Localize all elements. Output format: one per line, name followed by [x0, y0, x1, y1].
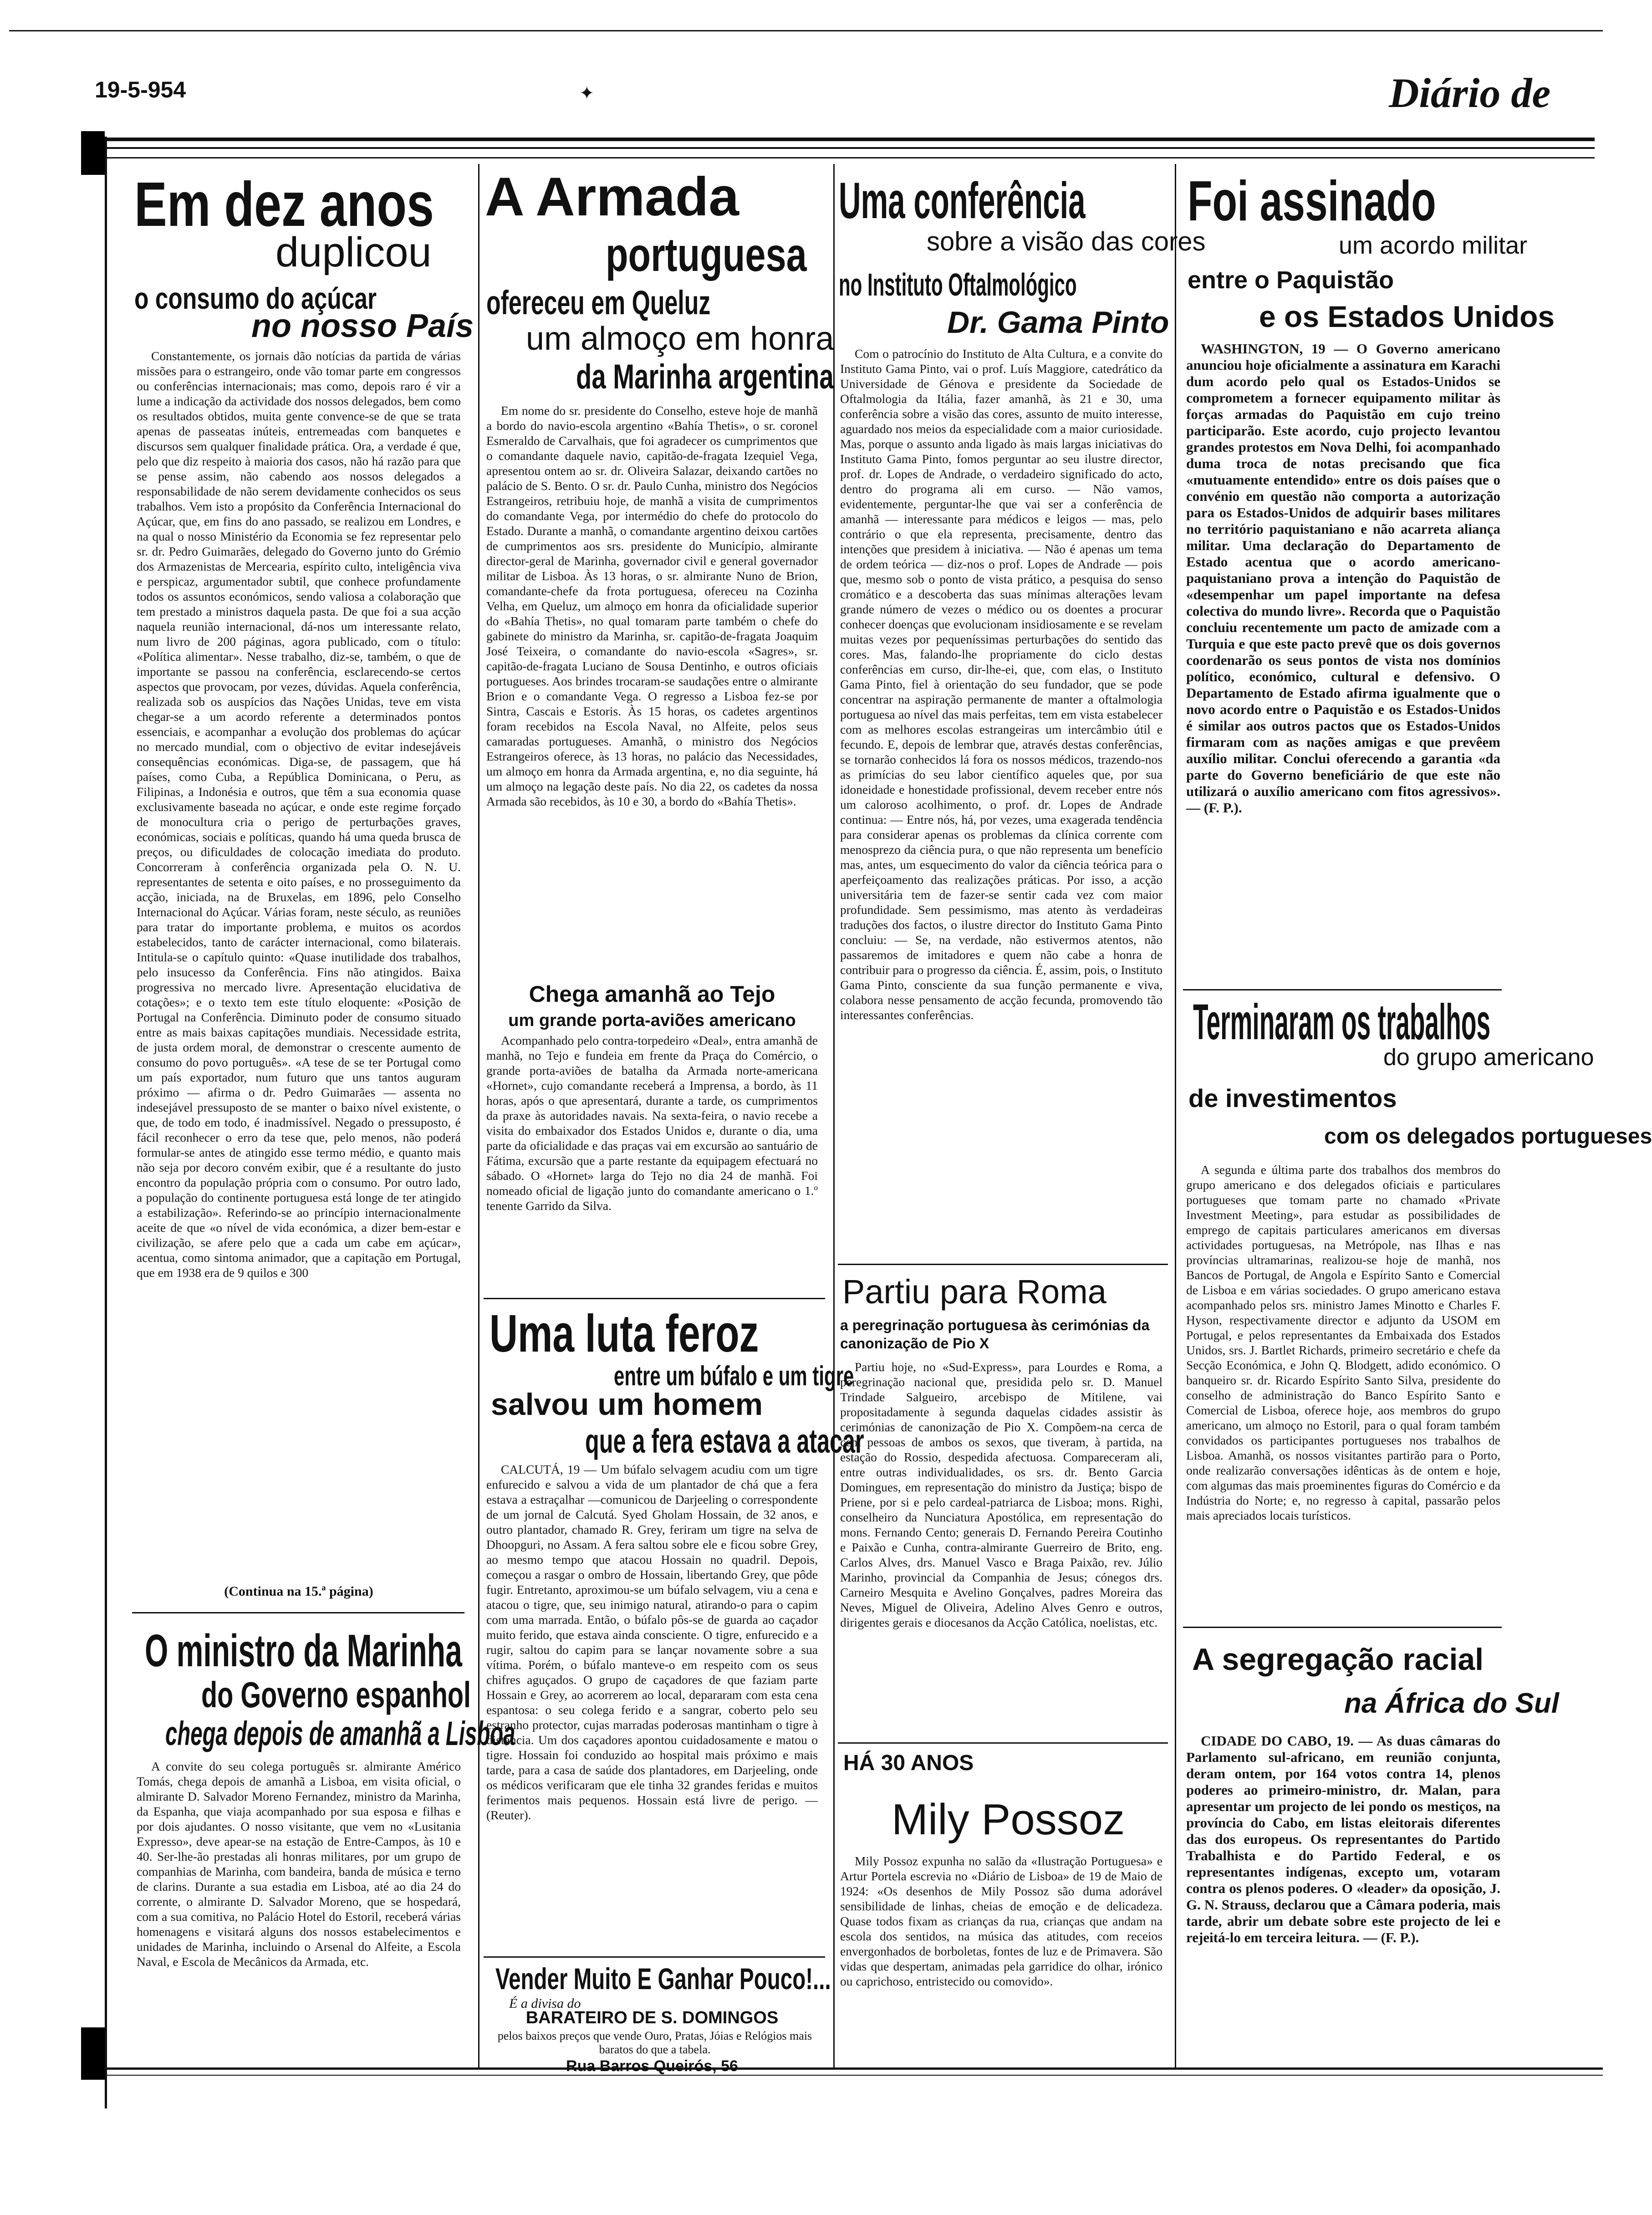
art5-headline-2: sobre a visão das cores: [927, 227, 1206, 256]
margin-mark-bottom: [81, 2027, 105, 2080]
art5-body: [840, 346, 1163, 1260]
art2-headline-3: chega depois de amanhã a Lisboa: [165, 1715, 515, 1752]
art4-headline-2: entre um búfalo e um tigre: [614, 1361, 854, 1391]
art3-body: [486, 403, 818, 967]
art7-body: [840, 1853, 1163, 2063]
art6-headline-2: a peregrinação portuguesa às cerimónias da canonização de Pio X: [840, 1317, 1150, 1352]
masthead-paper-name: Diário de: [1389, 70, 1551, 116]
art1-continued: (Continua na 15.ª página): [224, 1584, 373, 1599]
art8-headline-4: e os Estados Unidos: [1259, 300, 1555, 333]
column-rule-2: [833, 164, 835, 2067]
col3-divider-2: [838, 1742, 1168, 1744]
art3-headline-2: portuguesa: [606, 229, 807, 281]
art9-text: A segunda e última parte dos trabalhos dos membros do grupo americano e dos delegados oficiais e particulares portugueses que tomam parte no chamado «Private Investment Meeting», para estudar as possibilidades de emprego de capitais particulares americanos em diversas actividades portuguesas, na Metrópole, nas Ilhas e nas províncias ultramarinas, realizou-se hoje de manhã, nos Bancos de Portugal, de Angola e Espírito Santo e Comercial de Lisboa e em várias sociedades. O grupo americano estava acompanhado pelos srs. ministro James Minotto e Charles F. Hyson, respectivamente director e adjunto da USOM em Portugal, e pelos representantes da Embaixada dos Estados Unidos, srs. J. Bartlet Richards, primeiro secretário e chefe da Secção Económica, e John Q. Blodgett, adido económico. O banqueiro sr. dr. Ricardo Espírito Santo Silva, presidente do conselho de administração do Banco Espírito Santo e Comercial de Lisboa, oferece hoje, aos membros do grupo americano, um almoço no Estoril, para o qual foram também convidados os participantes portugueses nos trabalhos de Lisboa. Amanhã, os nossos visitantes partirão para o Porto, onde realizarão conversações idênticas às de ontem e hoje, com algumas das mais proeminentes figuras do Comércio e da Indústria do Norte; e, no regresso à capital, passarão pelos mais apreciados locais turísticos.: [1186, 1163, 1500, 1522]
art8-headline-2: um acordo militar: [1339, 232, 1528, 259]
col1-divider: [132, 1612, 464, 1613]
art3-headline-3: ofereceu em Queluz: [486, 284, 711, 322]
art6-body: [840, 1359, 1163, 1738]
art4-body: [486, 1462, 818, 1954]
ad-headline: Vender Muito E Ganhar Pouco!...: [495, 1962, 831, 1996]
art2-text: A convite do seu colega português sr. almirante Américo Tomás, chega depois de amanhã a Lisboa, em visita oficial, o almirante D. Salvador Moreno Fernandez, ministro da Marinha, da Espanha, que viaja acompanhado por sua esposa e filhas e por dois ajudantes. O nosso visitante, que vem no «Lusitania Expresso», deve apear-se na estação de Entre-Campos, às 10 e 40. Ser-lhe-ão prestadas ali honras militares, por um grupo de companhias de Marinha, com bandeira, banda de música e terno de clarins. Durante a sua estadia em Lisboa, até ao dia 24 do corrente, o almirante D. Salvador Moreno, que se hospedará, com a sua comitiva, no Palácio Hotel do Estoril, receberá várias homenagens e visitará alguns dos nossos estabelecimentos e unidades de Marinha, incluindo o Arsenal do Alfeite, a Escola Naval, e Escola de Mecânicos da Armada, etc.: [137, 1759, 461, 1969]
top-edge-rule: [9, 30, 1603, 31]
art9-body: [1186, 1162, 1500, 1618]
masthead-rule-bottom: [87, 147, 1595, 149]
margin-mark-top: [81, 131, 105, 175]
art9-headline-1: Terminaram os trabalhos: [1193, 994, 1491, 1050]
art4-headline-3: salvou um homem: [491, 1387, 763, 1422]
art4-text: CALCUTÁ, 19 — Um búfalo selvagem acudiu com um tigre enfurecido e salvou a vida de um plantador de chá que a fera estava a estraçalhar —comunicou de Darjeeling o correspondente de um jornal de Calcutá. Syed Gholam Hossain, de 32 anos, e outro plantador, chamado R. Grey, feriram um tigre na selva de Dhoopguri, no Assam. A fera saltou sobre ele e ficou sobre Grey, ao mesmo tempo que atacou Hossain no quadril. Depois, começou a rasgar o ombro de Hossain, libertando Grey, que pôde fugir. Entretanto, aproximou-se um búfalo selvagem, viu a cena e atacou o tigre, que, seu inimigo natural, atirando-o para o capim com uma marrada. Então, o búfalo pôs-se de guarda ao caçador muito ferido, que estava ainda consciente. O tigre, enfurecido e a rugir, saltou do capim para se lançar novamente sobre a sua vítima. Porém, o búfalo manteve-o em respeito com os seus chifres aguçados. O grupo de caçadores de que faziam parte Hossain e Grey, ao acorrerem ao local, depararam com esta cena espantosa: o seu colega ferido e a sangrar, coberto pelo seu estranho protector, cujas marradas poderosas mantinham o tigre à distância. Um dos caçadores apontou cuidadosamente e matou o tigre. Hossain foi conduzido ao hospital mais próximo e mais tarde, para a casa de saúde dos plantadores, em Darjeeling, onde os médicos verificaram que ele tinha 32 grandes feridas e muitos ferimentos mais pequenos. Hossain está livre de perigo. — (Reuter).: [486, 1462, 818, 1822]
bottom-rule: [105, 2067, 1603, 2070]
art2-body: [137, 1759, 461, 2059]
column-rule-3: [1175, 164, 1176, 2067]
art5-text: Com o patrocínio do Instituto de Alta Cultura, e a convite do Instituto Gama Pinto, vai o prof. Luís Maggiore, catedrático da Universidade de Génova e presidente da Sociedade de Oftalmologia da Itália, fazer amanhã, às 21 e 30, uma conferência sobre a visão das cores, assunto de muito interesse, aguardado nos meios da especialidade com a maior curiosidade. Mas, porque o assunto anda ligado às mais largas iniciativas do Instituto Gama Pinto, fomos perguntar ao seu ilustre director, prof. dr. Lopes de Andrade, o verdadeiro significado do acto, dentro do programa ali em curso. — Não vamos, evidentemente, perguntar-lhe que vai ser a conferência de amanhã — interessante para médicos e leigos — mas, pelo contrário o que ela representa, precisamente, dentro das intenções que presidem à iniciativa. — Não é apenas um tema de ordem teórica — diz-nos o prof. Lopes de Andrade — pois que, mesmo sob o ponto de vista prático, a pesquisa do senso cromático e a descoberta das suas mínimas alterações levam grande número de vezes o médico ou os doentes a procurar conhecer doenças que evolucionam insidiosamente e se revelam muitas vezes por pequeníssimas perturbações do sentido das cores. Mas, falando-lhe propriamente do ciclo destas conferências em curso, dir-lhe-ei, que, com elas, o Instituto Gama Pinto, fiel à orientação do seu fundador, que se pode concentrar na aspiração permanente de manter a oftalmologia portuguesa ao nível das mais perfeitas, tem em vista estabelecer com as melhores escolas estrangeiras um intercâmbio útil e fecundo. E, depois de lembrar que, através destas conferências, se tornarão conhecidos lá fora os nossos médicos, trazendo-nos as primícias do seu labor científico aqueles que, por sua idoneidade e honestidade profissional, devem receber entre nós um caloroso acolhimento, o prof. dr. Lopes de Andrade continua: — Entre nós, há, por vezes, uma exagerada tendência para considerar apenas os problemas da clínica corrente com menosprezo da ciência pura, o que não representa um benefício mas, antes, um esquecimento do valor da ciência teórica para o aperfeiçoamento das realizações práticas. Por isso, a acção universitária tem de fazer-se sentir cada vez com maior profundidade. Sem pessimismo, mas atento às verdadeiras traduções dos factos, o ilustre director do Instituto Gama Pinto concluiu: — Se, na verdade, não estivermos atentos, não passaremos de imitadores e quem não cabe a honra de contribuir para o progresso da ciência. É, assim, pois, o Instituto Gama Pinto, consciente da sua função permanente e viva, colabora nesse pensamento de acção fecunda, promovendo tão interessantes conferências.: [840, 347, 1163, 1022]
art8-body: [1186, 341, 1500, 985]
masthead-rule-top: [87, 138, 1595, 141]
art9-headline-2: do grupo americano: [1383, 1044, 1594, 1071]
art4-headline-1: Uma luta feroz: [489, 1304, 759, 1363]
art9-headline-3: de investimentos: [1188, 1084, 1397, 1113]
col4-divider-2: [1183, 1627, 1502, 1628]
column-rule-1: [478, 164, 479, 2067]
art9-headline-4: com os delegados portugueses: [1324, 1124, 1652, 1148]
art1-text: Constantemente, os jornais dão notícias da partida de várias missões para o estrangeiro, onde vão tomar parte em congressos ou conferências internacionais; mas como, depois raro é vir a lume a indicação da actividade dos nossos delegados, bem como os resultados obtidos, muita gente convence-se de que se trata apenas de passeatas inúteis, entremeadas com banquetes e discursos sem qualquer finalidade prática. Ora, a verdade é que, pelo que diz respeito à maioria dos casos, não há razão para que se pense assim, não cabendo aos nossos delegados a responsabilidade de não serem devidamente conhecidos os seus trabalhos. Vem isto a propósito da Conferência Internacional do Açúcar, que, em fins do ano passado, se realizou em Londres, e na qual o nosso Ministério da Economia se fez representar pelo sr. dr. Pedro Guimarães, delegado do Governo junto do Grémio dos Armazenistas de Mercearia, espírito culto, inteligência viva e perspicaz, argumentador subtil, que conhece profundamente todos os assuntos económicos, sendo valiosa a colaboração que tem prestado a ministros daquela pasta. De que foi a sua acção naquela reunião internacional, dá-nos um interessante relato, num livro de 200 páginas, agora publicado, com o título: «Política alimentar». Nesse trabalho, diz-se, também, o que de importante se passou na conferência, esclarecendo-se certos aspectos que provocam, por vezes, dúvidas. Aquela conferência, realizada sob os auspícios das Nações Unidas, teve em vista chegar-se a um acordo referente a determinados pontos essenciais, e acompanhar a evolução dos problemas do açúcar no mercado mundial, com o objectivo de evitar indesejáveis consequências económicas. Diga-se, de passagem, que há países, como Cuba, a República Dominicana, o Peru, as Filipinas, a Indonésia e outros, que têm a sua economia quase exclusivamente baseada no açúcar, e onde este regime forçado de monocultura cria o perigo de perturbações graves, económicas, sociais e políticas, quando há uma queda brusca de preços, ou dificuldades de colocação imediata do produto. Concorreram à conferência organizada pela O. N. U. representantes de setenta e oito países, e no prosseguimento da acção, iniciada, na de Bruxelas, em 1896, pelo Conselho Internacional do Açúcar. Várias foram, neste século, as reuniões para tratar do importante problema, e muitos os acordos estabelecidos, tanto de carácter internacional, como bilaterais. Intitula-se o capítulo quinto: «Quase inutilidade dos trabalhos, pelo insucesso da Conferência. Fins não atingidos. Baixa progressiva no mercado livre. Apresentação elucidativa de cotações»; e o texto tem este título eloquente: «Posição de Portugal na Conferência. Diminuto poder de consumo situado entre as mais baixas capitações mundiais. Necessidade estrita, de justa ordem moral, de demonstrar o crescente aumento de consumo do povo português». «A tese de se ter Portugal como um país exportador, num futuro que uns tantos auguram próximo — afirma o dr. Pedro Guimarães — assenta no indesejável pressuposto de se manter o baixo nível existente, o que, de todo em todo, é inadmissível. Negado o pressuposto, é fácil reconhecer o erro da tese que, pelo menos, não poderá formular-se antes de atingido esse termo médio, e quanto mais não seja por decoro convém exibir, que é a resultante do justo encontro da população própria com o consumo. Por outro lado, a população do continente portuguesa está longe de ter atingido a estabilização». Referindo-se ao princípio internacionalmente aceite de que «o nível de vida económica, a dizer bem-estar e civilização, se afere pelo que a cada um cabe em açúcar», acentua, como sintoma animador, que a capitação em Portugal, que em 1938 era de 9 quilos e 300: [137, 349, 461, 1280]
art5-headline-4: Dr. Gama Pinto: [947, 305, 1169, 340]
art7-headline: Mily Possoz: [892, 1795, 1125, 1844]
art1-body: [137, 348, 461, 1582]
ad-line-2: É a divisa do: [509, 1996, 581, 2011]
bottom-rule-thin: [105, 2075, 1603, 2076]
art10-body: [1186, 1733, 1500, 2065]
art3-subhead-1: Chega amanhã ao Tejo: [529, 981, 775, 1007]
art1-headline-4: no nosso País: [251, 308, 474, 344]
col2-divider: [484, 1298, 825, 1299]
art7-section-label: HÁ 30 ANOS: [843, 1751, 974, 1775]
art1-headline-2: duplicou: [275, 229, 432, 276]
art6-text: Partiu hoje, no «Sud-Express», para Lourdes e Roma, a peregrinação nacional que, presidida pelo sr. D. Manuel Trindade Salgueiro, arcebispo de Mitilene, vai propositadamente à segunda daquelas cidades assistir às cerimónias de canonização de Pio X. Compõem-na cerca de cem pessoas de ambos os sexos, que tiveram, à partida, na estação do Rossio, despedida afectuosa. Compareceram ali, entre outras individualidades, os srs. dr. Bento Garcia Domingues, em representação do ministro da Justiça; bispo de Priene, por si e pelo cardeal-patriarca de Lisboa; mons. Righi, conselheiro da Nunciatura Apostólica, em representação do mons. Fernando Cento; generais D. Fernando Pereira Coutinho e Paixão e Cunha, contra-almirante Guerreiro de Brito, eng. Carlos Alves, drs. Manuel Vasco e Braga Paixão, rev. Júlio Marinho, provincial da Companhia de Jesus; cónegos drs. Carneiro Mesquita e Avelino Gonçalves, padres Moreira das Neves, Miguel de Oliveira, Adelino Alves Genro e outros, dirigentes gerais e diocesanos da Acção Católica, noelistas, etc.: [840, 1360, 1163, 1629]
art3-headline-4: um almoço em honra: [526, 321, 834, 357]
art6-headline-1: Partiu para Roma: [842, 1273, 1106, 1311]
art2-headline-1: O ministro da Marinha: [145, 1625, 462, 1676]
col4-divider-1: [1183, 989, 1502, 990]
art3-text: Em nome do sr. presidente do Conselho, esteve hoje de manhã a bordo do navio-escola argentino «Bahía Thetis», o sr. coronel Esmeraldo de Carvalhais, que foi agradecer os cumprimentos que o comandante daquele navio, capitão-de-fragata Izequiel Vega, apresentou ontem ao sr. dr. Oliveira Salazar, deixando cartões no palácio de S. Bento. O sr. dr. Paulo Cunha, ministro dos Negócios Estrangeiros, retribuiu hoje, de manhã a visita de cumprimentos do comandante Vega, por intermédio do chefe do protocolo do Estado. Durante a manhã, o comandante argentino deixou cartões de cumprimentos aos srs. presidente do Município, almirante director-geral de Marinha, governador civil e general governador militar de Lisboa. Às 13 horas, o sr. almirante Nuno de Brion, comandante-chefe da frota portuguesa, ofereceu na Cozinha Velha, em Queluz, um almoço em honra da oficialidade superior do «Bahía Thetis», no qual tomaram parte também o chefe do gabinete do ministro da Marinha, sr. capitão-de-fragata Joaquim José Teixeira, o comandante do navio-escola «Sagres», sr. capitão-de-fragata Luciano de Sousa Dentinho, e outros oficiais portugueses. Aos brindes trocaram-se saudações entre o almirante Brion e o comandante Vega. O regresso a Lisboa fez-se por Sintra, Cascais e Estoris. Às 15 horas, os cadetes argentinos foram recebidos na Escola Naval, no Alfeite, pelos seus camaradas portugueses. Amanhã, o ministro dos Negócios Estrangeiros oferece, às 13 horas, no palácio das Necessidades, um almoço em honra da Armada argentina, e, no dia seguinte, há um almoço na legação deste país. No dia 22, os cadetes da nossa Armada são recebidos, às 10 e 30, a bordo do «Bahía Thetis».: [486, 403, 818, 808]
masthead-date: 19-5-954: [95, 77, 186, 102]
art3-headline-1: A Armada: [485, 166, 739, 227]
art1-headline-3: o consumo do açúcar: [134, 281, 377, 315]
art3-sub-text: Acompanhado pelo contra-torpedeiro «Deal», entra amanhã de manhã, no Tejo e fundeia em frente da Praça do Comércio, o grande porta-aviões de batalha da Armada norte-americana «Hornet», cujo comandante receberá a Imprensa, a bordo, às 11 horas, após o que apresentará, durante a tarde, os cumprimentos da praxe às autoridades navais. Na sexta-feira, o navio recebe a visita do embaixador dos Estados Unidos e, durante o dia, uma parte da oficialidade e das praças vai em excursão ao santuário de Fátima, excursão que a parte restante da equipagem efectuará no sábado. O «Hornet» larga do Tejo no dia 24 de manhã. Foi nomeado oficial de ligação junto do comandante americano o 1.º tenente Garrido da Silva.: [486, 1033, 818, 1213]
art4-headline-4: que a fera estava a atacar: [585, 1422, 864, 1460]
art8-headline-1: Foi assinado: [1188, 170, 1436, 233]
art8-text: WASHINGTON, 19 — O Governo americano anunciou hoje oficialmente a assinatura em Karachi dum acordo pelo qual os Estados-Unidos se comprometem a fornecer equipamento militar às forças armadas do Paquistão em cujo treino participarão. Este acordo, cujo projecto levantou grandes protestos em Nova Delhi, foi acompanhado duma troca de notas precisando que fica «mutuamente entendido» entre os dois países que o convénio em questão não comporta a autorização para os Estados-Unidos de adquirir bases militares no território paquistaniano e não acarreta aliança militar. Uma declaração do Departamento de Estado acentua que o acordo americano-paquistaniano prova a intenção do Paquistão de «desempenhar um papel importante na defesa colectiva do mundo livre». Recorda que o Paquistão concluiu recentemente um pacto de amizade com a Turquia e que este pacto prevê que os dois governos coordenarão os seus pontos de vista nos domínios político, económico, cultural e defensivo. O Departamento de Estado afirma igualmente que o novo acordo entre o Paquistão e os Estados-Unidos é similar aos outros pactos que os Estados-Unidos firmaram com as nações amigas e que prevêem auxílio militar. Conclui oferecendo a garantia «da parte do Governo beneficiário de que este não utilizará o auxílio americano com fitos agressivos». — (F. P.).: [1186, 341, 1500, 816]
col3-divider-1: [838, 1264, 1168, 1265]
art3-headline-5: da Marinha argentina: [576, 357, 834, 396]
art1-headline-1: Em dez anos: [134, 169, 434, 240]
art10-headline-1: A segregação racial: [1192, 1642, 1484, 1677]
ad-divider: [484, 1956, 825, 1958]
art7-text: Mily Possoz expunha no salão da «Ilustração Portuguesa» e Artur Portela escrevia no «Diário de Lisboa» de 19 de Maio de 1924: «Os desenhos de Mily Possoz são duma adorável sensibilidade de linhas, cheias de emoção e de delicadeza. Quase todos fixam as crianças da rua, crianças que andam na escola dos sentidos, na música das atitudes, com receios envergonhados de borboletas, fontes de luz e de Primavera. São vidas que despertam, animadas pela garridice do olhar, irónico ou caprichoso, entristecido ou comovido».: [840, 1854, 1163, 1988]
art2-headline-2: do Governo espanhol: [201, 1674, 471, 1715]
art10-text: CIDADE DO CABO, 19. — As duas câmaras do Parlamento sul-africano, em reunião conjunta, deram ontem, por 164 votos contra 14, plenos poderes ao primeiro-ministro, dr. Malan, para apresentar um projecto de lei pondo os mestiços, na província do Cabo, em listas eleitorais diferentes das dos europeus. Os representantes do Partido Trabalhista e do Partido Federal, e os representantes indígenas, excepto um, votaram contra os plenos poderes. O «leader» da oposição, J. G. N. Strauss, declarou que a Câmara poderia, mais tarde, abrir um debate sobre este projecto de lei e rejeitá-lo em terceira leitura. — (F. P.).: [1186, 1733, 1500, 1945]
masthead-rule-thin: [87, 157, 1595, 158]
art3-subhead-2: um grande porta-aviões americano: [508, 1011, 796, 1030]
ad-line-3: BARATEIRO DE S. DOMINGOS: [525, 2008, 779, 2027]
ad-line-5: Rua Barros Queirós, 56: [566, 2057, 738, 2075]
art5-headline-1: Uma conferência: [839, 172, 1086, 229]
art5-headline-3: no Instituto Oftalmológico: [839, 267, 1077, 302]
art10-headline-2: na África do Sul: [1344, 1688, 1559, 1719]
left-frame-rule: [105, 137, 107, 2108]
ad-line-4: pelos baixos preços que vende Ouro, Pratas, Jóias e Relógios mais baratos do que a tabela.: [497, 2029, 812, 2056]
art3-sub-body: [486, 1033, 818, 1292]
fleuron-ornament: ✦: [579, 83, 595, 104]
art8-headline-3: entre o Paquistão: [1188, 266, 1394, 294]
